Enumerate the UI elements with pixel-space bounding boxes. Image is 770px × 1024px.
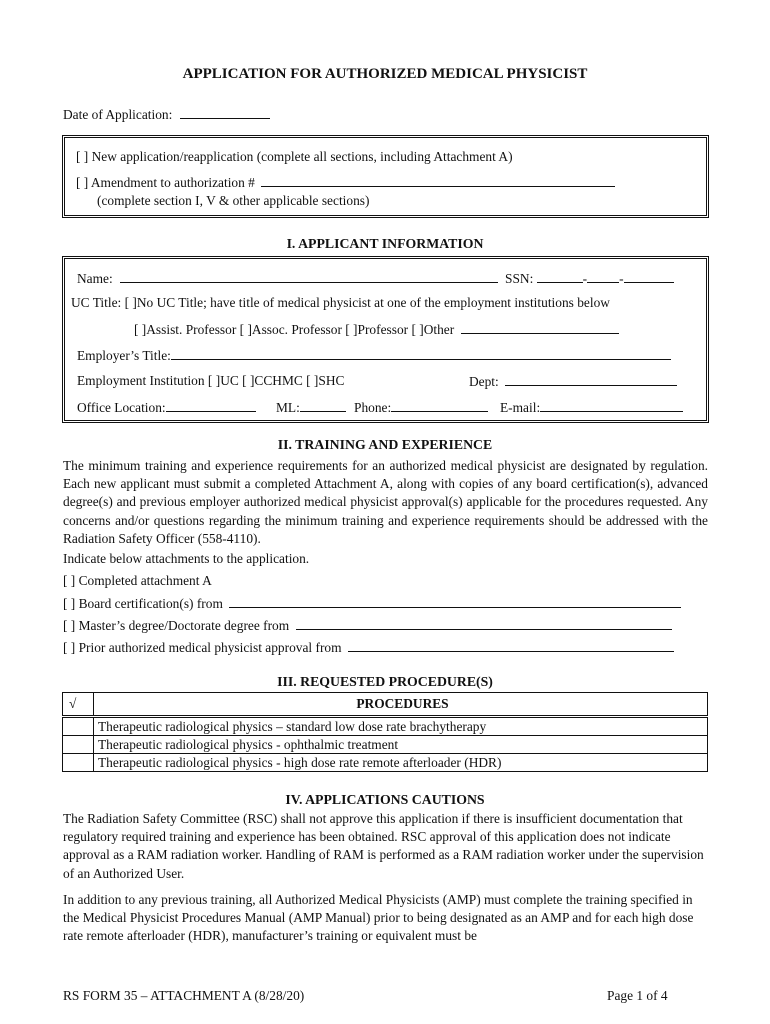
prior-approval-row xyxy=(63,639,674,656)
employer-title-label: Employer’s Title: xyxy=(77,348,171,363)
name-row xyxy=(77,270,498,287)
rank-labels[interactable]: [ ]Assist. Professor [ ]Assoc. Professor [ ]Professor [ ]Other xyxy=(134,322,455,337)
ml-field[interactable] xyxy=(300,399,346,412)
procedure-checkbox[interactable] xyxy=(63,717,94,736)
ssn-separator: - xyxy=(582,271,588,286)
authorization-number-field[interactable] xyxy=(261,174,615,187)
table-row xyxy=(63,736,708,754)
procedure-name: Therapeutic radiological physics – standard low dose rate brachytherapy xyxy=(94,717,708,736)
board-certification-option[interactable]: [ ] Board certification(s) from xyxy=(63,596,223,611)
section3-heading: III. REQUESTED PROCEDURE(S) xyxy=(277,674,493,689)
training-paragraph: The minimum training and experience requirements for an authorized medical physicist are designated by regulation. Each new applicant must submit a completed Attachment A, along with copies of any board certification(s), advanced degree(s) and previous employer authorized medical physicist approval(s) applicable for the procedures requested. Any concerns and/or questions regarding the minimum training and experience requirements should be addressed with the Radiation Safety Officer (558-4110). xyxy=(63,458,708,546)
procedures-column-header: PROCEDURES xyxy=(94,693,708,717)
cautions-paragraph-1: The Radiation Safety Committee (RSC) shall not approve this application if there is insufficient documentation that regulatory required training and experience has been obtained. RSC approval of this application does not indicate approval as a RAM radiation worker. Handling of RAM is performed as a RAM radiation worker under the supervision of an Authorized User. xyxy=(63,811,704,881)
dept-field[interactable] xyxy=(505,373,677,386)
dept-label: Dept: xyxy=(469,374,499,389)
uc-title-option[interactable]: UC Title: [ ]No UC Title; have title of medical physicist at one of the employment institutions below xyxy=(71,295,610,310)
dept-row xyxy=(469,373,677,390)
office-field[interactable] xyxy=(166,399,256,412)
phone-field[interactable] xyxy=(391,399,488,412)
section2-heading: II. TRAINING AND EXPERIENCE xyxy=(277,437,493,452)
table-row xyxy=(63,717,708,736)
phone-label: Phone: xyxy=(354,400,392,415)
office-row xyxy=(77,399,256,416)
procedures-table xyxy=(62,692,708,772)
degree-option[interactable]: [ ] Master’s degree/Doctorate degree from xyxy=(63,618,290,633)
page-title: APPLICATION FOR AUTHORIZED MEDICAL PHYSICIST xyxy=(182,66,588,82)
cautions-paragraph-2: In addition to any previous training, all Authorized Medical Physicists (AMP) must complete the training specified in the Medical Physicist Procedures Manual (AMP Manual) prior to being designated as an AMP and for each high dose rate remote afterloader (HDR), manufacturer’s training or equivalent must be xyxy=(63,892,694,944)
office-label: Office Location: xyxy=(77,400,166,415)
name-field[interactable] xyxy=(120,270,498,283)
name-label: Name: xyxy=(77,271,113,286)
section1-heading: I. APPLICANT INFORMATION xyxy=(286,236,484,251)
procedure-checkbox[interactable] xyxy=(63,736,94,754)
ml-row xyxy=(276,399,346,416)
amendment-note: (complete section I, V & other applicable sections) xyxy=(97,193,370,208)
procedure-checkbox[interactable] xyxy=(63,754,94,772)
ssn-label: SSN: xyxy=(505,271,534,286)
email-label: E-mail: xyxy=(500,400,541,415)
degree-row xyxy=(63,617,672,634)
procedure-name: Therapeutic radiological physics - ophthalmic treatment xyxy=(94,736,708,754)
ssn-field-1[interactable] xyxy=(537,270,583,283)
board-certification-field[interactable] xyxy=(229,595,681,608)
board-certification-row xyxy=(63,595,681,612)
prior-approval-option[interactable]: [ ] Prior authorized medical physicist approval from xyxy=(63,640,342,655)
date-label: Date of Application: xyxy=(63,107,173,122)
attachment-a-option[interactable]: [ ] Completed attachment A xyxy=(63,573,212,588)
employer-title-field[interactable] xyxy=(171,347,671,360)
section4-heading: IV. APPLICATIONS CAUTIONS xyxy=(285,792,485,807)
procedure-name: Therapeutic radiological physics - high dose rate remote afterloader (HDR) xyxy=(94,754,708,772)
degree-field[interactable] xyxy=(296,617,672,630)
procedures-header-row xyxy=(63,693,708,717)
page-number: Page 1 of 4 xyxy=(607,988,668,1003)
amendment-option[interactable] xyxy=(76,174,615,191)
ssn-row xyxy=(505,270,674,287)
phone-row xyxy=(354,399,488,416)
rank-options xyxy=(134,321,619,338)
form-identifier: RS FORM 35 – ATTACHMENT A (8/28/20) xyxy=(63,988,305,1003)
employer-title-row xyxy=(77,347,671,364)
amendment-label: [ ] Amendment to authorization # xyxy=(76,175,255,190)
date-of-application xyxy=(63,106,270,123)
email-field[interactable] xyxy=(540,399,683,412)
check-column-header: √ xyxy=(63,693,94,717)
attachments-instruction: Indicate below attachments to the application. xyxy=(63,551,310,566)
institution-options[interactable]: Employment Institution [ ]UC [ ]CCHMC [ ]SHC xyxy=(77,373,345,388)
ssn-field-3[interactable] xyxy=(624,270,674,283)
prior-approval-field[interactable] xyxy=(348,639,674,652)
new-application-option[interactable]: [ ] New application/reapplication (complete all sections, including Attachment A) xyxy=(76,149,513,164)
other-rank-field[interactable] xyxy=(461,321,619,334)
ml-label: ML: xyxy=(276,400,300,415)
date-field[interactable] xyxy=(180,106,270,119)
ssn-field-2[interactable] xyxy=(587,270,619,283)
email-row xyxy=(500,399,683,416)
table-row xyxy=(63,754,708,772)
ssn-separator: - xyxy=(619,271,624,286)
